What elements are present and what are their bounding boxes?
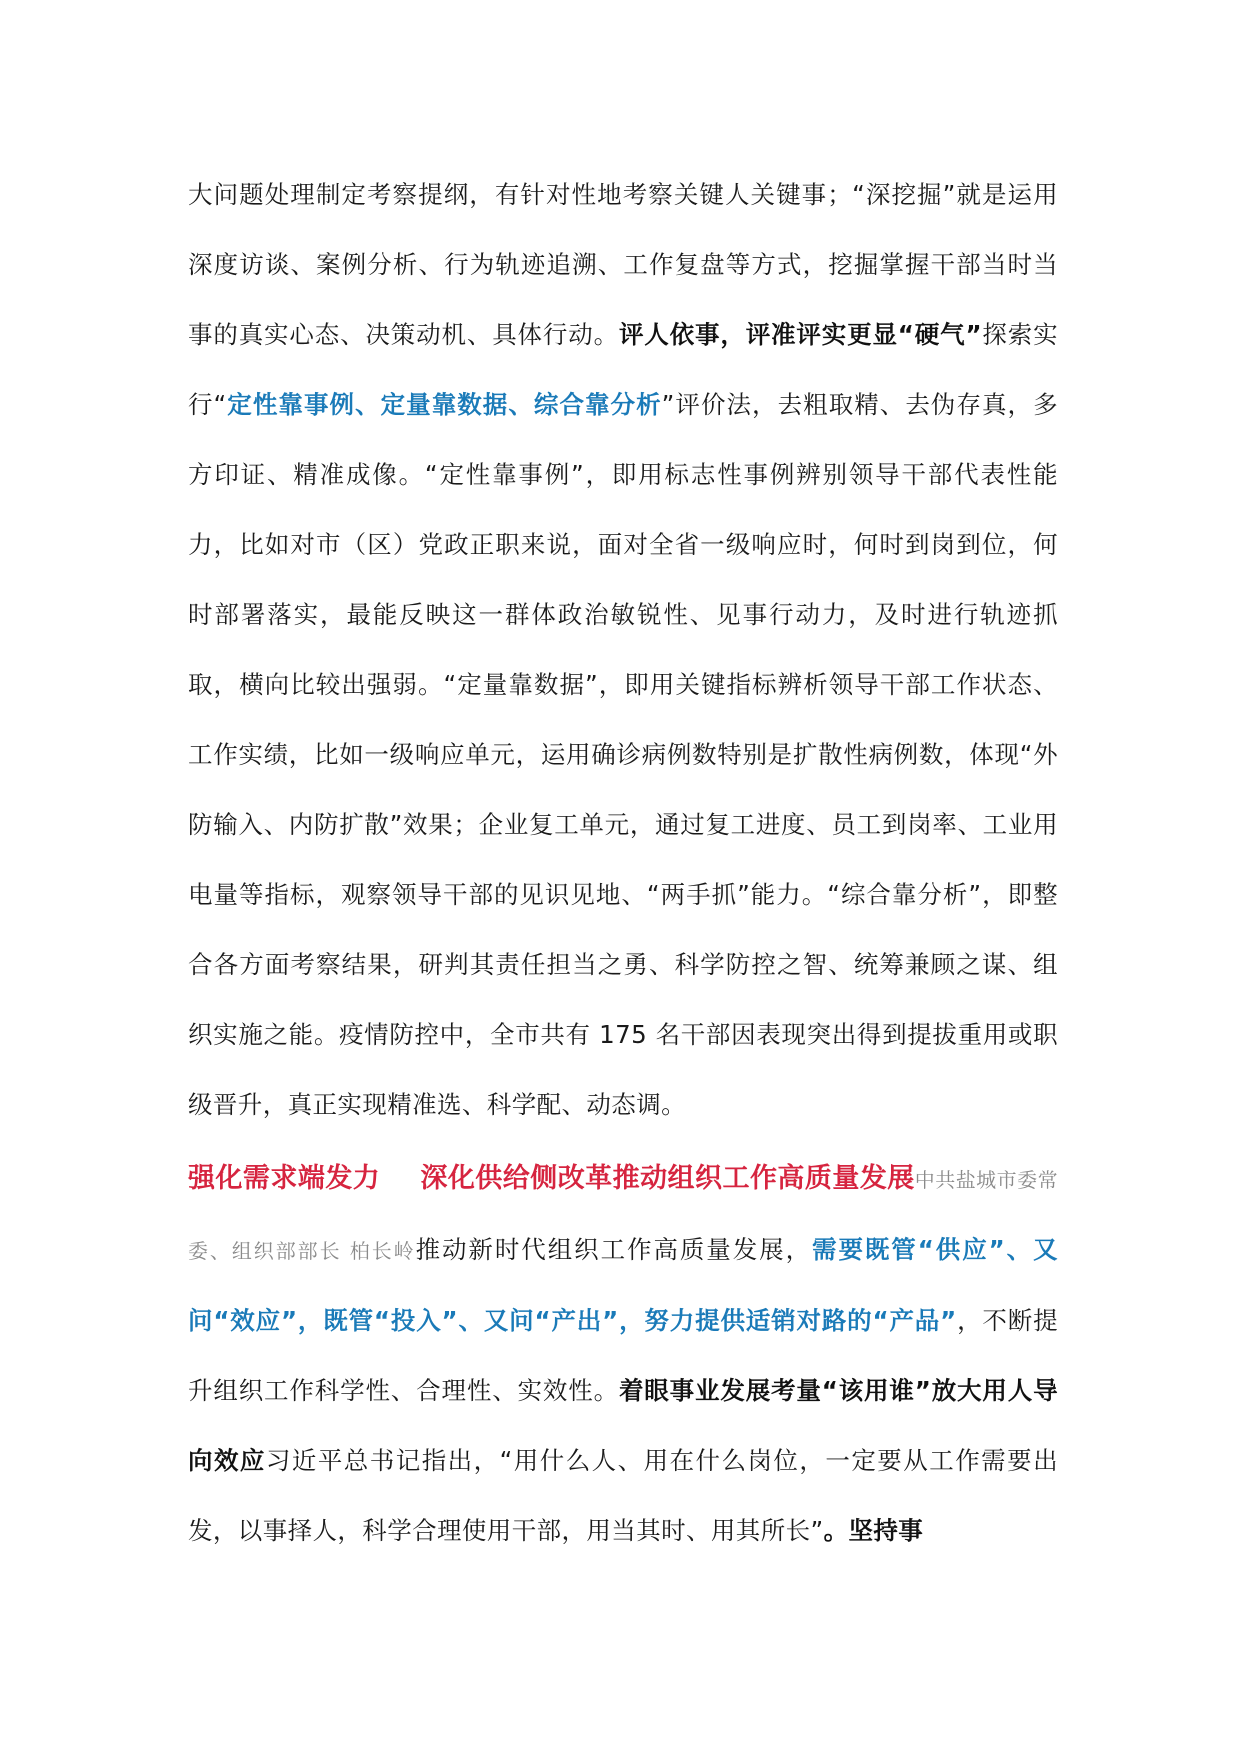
document-page [188,160,1058,1566]
para1-text-3: ”评价法，去粗取精、去伪存真，多方印证、精准成像。“定性靠事例”，即用标志性事例辨别领导干部代表性能力，比如对市（区）党政正职来说，面对全省一级响应时，何时到岗到位，何时部署落实，最能反映这一群体政治敏锐性、见事行动力，及时进行轨迹抓取，横向比较出强弱。“定量靠数据”，即用关键指标辨析领导干部工作状态、工作实绩，比如一级响应单元，运用确诊病例数特别是扩散性病例数，体现“外防输入、内防扩散”效果；企业复工单元，通过复工进度、员工到岗率、工业用电量等指标，观察领导干部的见识见地、“两手抓”能力。“综合靠分析”，即整合各方面考察结果，研判其责任担当之勇、科学防控之智、统筹兼顾之谋、组织实施之能。疫情防控中，全市共有 175 名干部因表现突出得到提拔重用或职级晋升，真正实现精准选、科学配、动态调。 [188,390,1058,1119]
para1-blue-highlight: 定性靠事例、定量靠数据、综合靠分析 [226,390,662,419]
para2-text-1: 推动新时代组织工作高质量发展， [415,1235,813,1264]
para2-text-3: 习近平总书记指出，“用什么人、用在什么岗位，一定要从工作需要出发，以事择人，科学合理使用干部，用当其时、用其所长” [188,1446,1058,1545]
para2-blue-highlight: 需要既管“供应”、又问“效应”，既管“投入”、又问“产出”，努力提供适销对路的“产品” [188,1235,1058,1335]
para1-bold-heading: 评人依事，评准评实更显“硬气” [618,320,982,349]
para2-text-2: ，不断提升组织工作科学性、合理性、实效性。 [188,1306,1058,1405]
paragraph-cadre-evaluation [188,160,1058,1140]
section-title-1: 强化需求端发力 [188,1163,381,1194]
paragraph-supply-side-reform [188,1144,1058,1566]
para2-bold-tail: 。坚持事 [823,1516,924,1545]
section-title-2: 深化供给侧改革推动组织工作高质量发展 [420,1163,915,1194]
para1-text-1: 大问题处理制定考察提纲，有针对性地考察关键人关键事；“深挖掘”就是运用深度访谈、案例分析、行为轨迹追溯、工作复盘等方式，挖掘掌握干部当时当事的真实心态、决策动机、具体行动。 [188,180,1058,349]
author-byline: 中共盐城市委常委、组织部部长 柏长岭 [188,1168,1058,1263]
para2-bold-heading: 着眼事业发展考量“该用谁”放大用人导向效应 [188,1376,1058,1475]
para1-text-2: 探索实行“ [188,320,1059,419]
